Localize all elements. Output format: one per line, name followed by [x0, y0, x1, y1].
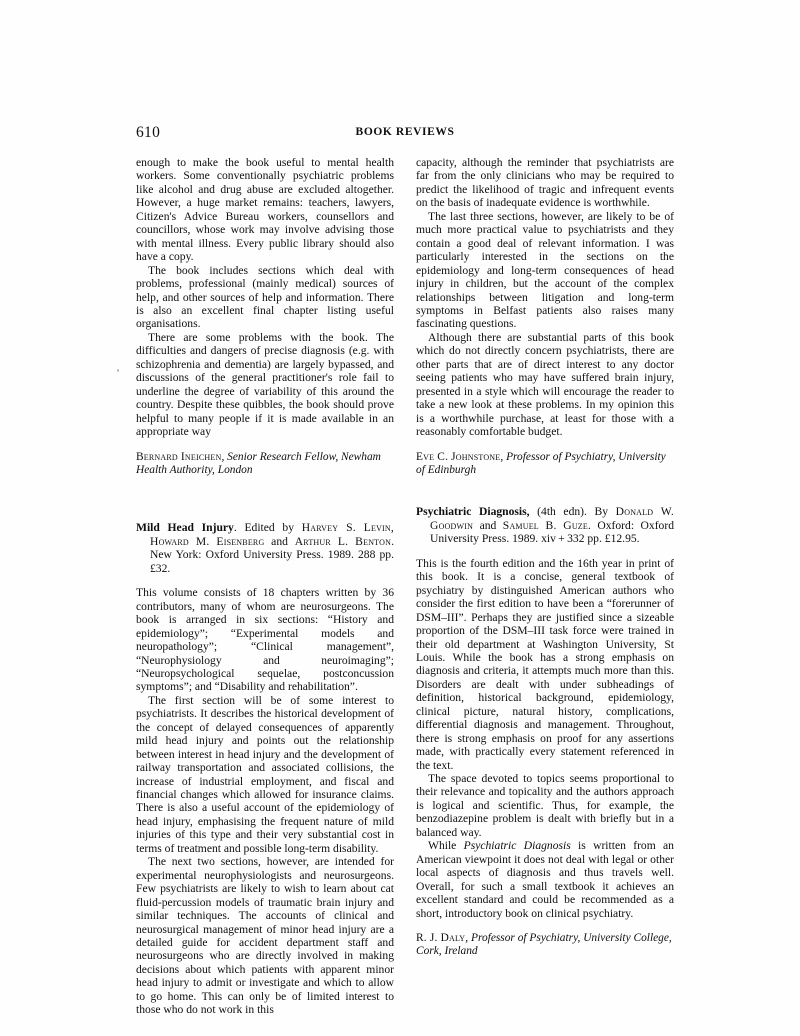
- book-authors-secondary: Samuel B. Guze: [502, 518, 588, 532]
- book-reference: [136, 521, 394, 575]
- review-mild-head-injury: [136, 521, 394, 1016]
- book-reference: [416, 505, 674, 545]
- paragraph: capacity, although the reminder that psychiatrists are far from the only clinicians who may be required to predict the likelihood of tragic and infrequent events on the basis of inadequate evidence is worthwhile.: [416, 156, 674, 210]
- reference-spacer: [136, 575, 394, 586]
- reviewer-signoff: [416, 932, 674, 959]
- left-column: [136, 156, 394, 1017]
- paragraph: The space devoted to topics seems proportional to their relevance and topicality and the authors approach is logical and scientific. Thus, for example, the benzodiazepine problem is dealt with briefly but in a balanced way.: [416, 772, 674, 839]
- book-authors-primary: Harvey S. Levin, Howard M. Eisenberg: [150, 521, 394, 548]
- book-publication-details: . New York: Oxford University Press. 1989. 288 pp. £32.: [150, 534, 394, 575]
- running-head-title: BOOK REVIEWS: [355, 126, 455, 138]
- paragraph: The first section will be of some interest to psychiatrists. It describes the historical development of the concept of delayed consequences of apparently mild head injury and points out the relationship between interest in head injury and the development of railway transportation and associated collisions, the increase of industrial employment, and fiscal and financial changes which allowed for insurance claims. There is also a useful account of the epidemiology of head injury, emphasising the frequent nature of mild injuries of this type and their very substantial cost in terms of treatment and possible long-term disability.: [136, 693, 394, 855]
- paragraph: The book includes sections which deal with problems, professional (mainly medical) sources of help, and other sources of help and information. There is also an excellent final chapter listing useful organisations.: [136, 263, 394, 331]
- edited-by-label: . Edited by: [233, 521, 302, 535]
- right-column: [416, 156, 674, 959]
- book-publication-details: . Oxford: Oxford University Press. 1989. xiv + 332 pp. £12.95.: [430, 518, 675, 546]
- book-title-italic: Psychiatric Diagnosis: [463, 839, 571, 853]
- section-spacer: [416, 477, 674, 505]
- paragraph: enough to make the book useful to mental health workers. Some conventionally psychiatric problems like alcohol and drug abuse are excluded altogether. However, a huge market remains: teachers, lawyers, Citizen's Advice Bureau workers, counsellors and councillors, whose work may involve advising those with mental illness. Every public library should also have a copy.: [136, 156, 394, 264]
- sentence-lead-in: While: [428, 839, 464, 853]
- two-column-body: [136, 156, 674, 1017]
- paragraph: There are some problems with the book. The difficulties and dangers of precise diagnosis (e.g. with schizophrenia and dementia) are largely bypassed, and discussions of the general practitioner's role fail to underline the degree of variability of this around the country. Despite these quibbles, the book should prove helpful to many people if it is made available in an appropriate way: [136, 330, 394, 439]
- review-continued-ineichen: [136, 156, 394, 477]
- page-content: [136, 124, 674, 1017]
- book-title: Mild Head Injury: [136, 521, 234, 535]
- reviewer-name: R. J. Daly: [416, 932, 466, 945]
- reviewer-affiliation: , Professor of Psychiatry, University College, Cork, Ireland: [416, 932, 672, 958]
- authors-conjunction: and: [264, 534, 295, 548]
- paragraph: Although there are substantial parts of this book which do not directly concern psychiatrists, there are other parts that are of direct interest to any doctor seeing patients who may have suffered brain injury, presented in a style which will encourage the reader to take a new look at these problems. In my opinion this is a worthwhile purchase, at least for those with a reasonably comfortable budget.: [416, 330, 674, 439]
- reference-spacer: [416, 546, 674, 557]
- reviewer-name: Eve C. Johnstone: [416, 450, 501, 463]
- section-spacer: [136, 477, 394, 521]
- paragraph: The next two sections, however, are intended for experimental neurophysiologists and neurosurgeons. Few psychiatrists are likely to wish to learn about cat fluid-percussion models of traumatic brain injury and similar techniques. The accounts of clinical and neurosurgical management of minor head injury are a detailed guide for accident department staff and neurosurgeons who are directly involved in making decisions about which patients with apparent minor head injury to admit or investigate and which to allow to go home. This can only be of limited interest to those who do not work in this: [136, 855, 394, 1017]
- page-number: 610: [136, 124, 161, 141]
- reviewer-affiliation: , Senior Research Fellow, Newham Health Authority, London: [136, 450, 381, 476]
- paragraph: This volume consists of 18 chapters written by 36 contributors, many of whom are neurosurgeons. The book is arranged in six sections: “History and epidemiology”; “Experimental models and neuropathology”; “Clinical management”, “Neurophysiology and neuroimaging”; “Neuropsychological sequelae, postconcussion symptoms”; and “Disability and rehabilitation”.: [136, 586, 394, 694]
- book-authors-primary: Donald W. Goodwin: [430, 505, 674, 532]
- paragraph: This is the fourth edition and the 16th year in print of this book. It is a concise, general textbook of psychiatry by distinguished American authors who consider the first edition to have been a “forerunner of DSM–III”. Perhaps they are justified since a sizeable proportion of the DSM–III task force were trained in their old department at Washington University, St Louis. While the book has a strong emphasis on diagnosis and criteria, it attempts much more than this. Disorders are dealt with under subheadings of definition, historical background, epidemiology, clinical picture, natural history, complications, differential diagnosis and management. Throughout, there is strong emphasis on proof for any assertions made, with practically every statement referenced in the text.: [416, 556, 674, 772]
- reviewer-signoff: [416, 451, 674, 478]
- authors-conjunction: and: [473, 518, 503, 532]
- reviewer-affiliation: , Professor of Psychiatry, University of Edinburgh: [416, 450, 666, 476]
- paragraph: The last three sections, however, are likely to be of much more practical value to psychiatrists and they contain a good deal of relevant information. I was particularly interested in the sections on the epidemiology and long-term consequences of head injury in children, but the account of the complex relationships between litigation and long-term symptoms in Belfast patients also raises many fascinating questions.: [416, 209, 674, 331]
- paragraph: [416, 839, 674, 920]
- book-edition: (4th edn). By: [529, 505, 616, 519]
- scan-artifact-speck: [117, 369, 119, 372]
- book-authors-secondary: Arthur L. Benton: [294, 534, 392, 548]
- running-head: [136, 124, 674, 150]
- reviewer-name: Bernard Ineichen: [136, 450, 222, 463]
- book-title: Psychiatric Diagnosis,: [416, 505, 530, 519]
- review-psychiatric-diagnosis: [416, 505, 674, 959]
- reviewer-signoff: [136, 451, 394, 478]
- review-continued-johnstone: [416, 156, 674, 477]
- sentence-remainder: is written from an American viewpoint it does not deal with legal or other local aspects of diagnosis and thus travels well. Overall, for such a small textbook it achieves an excellent standard and could be recommended as a short, introductory book on clinical psychiatry.: [416, 839, 674, 920]
